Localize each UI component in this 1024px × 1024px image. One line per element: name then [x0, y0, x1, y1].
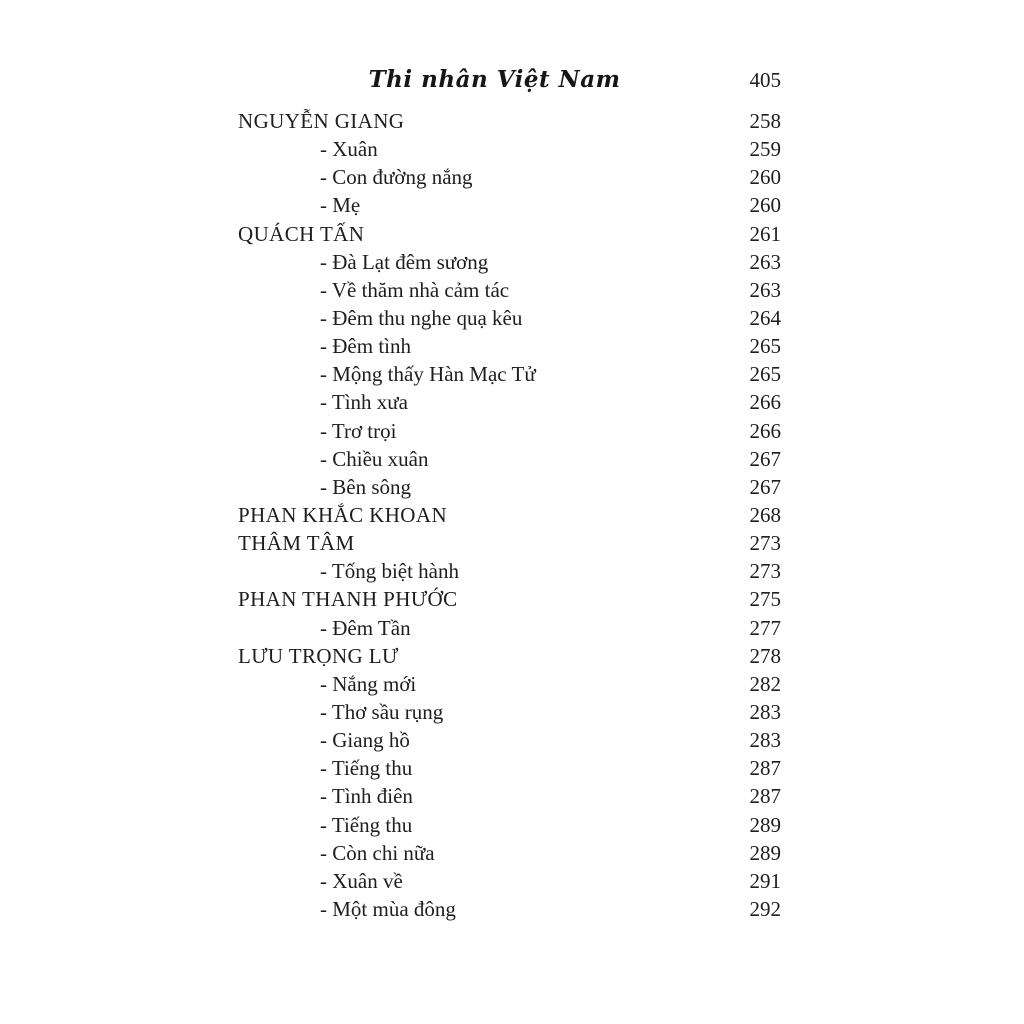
toc-entry-page: 266 [749, 390, 781, 415]
toc-poem-row [238, 782, 781, 810]
toc-entry-label: QUÁCH TẤN [238, 221, 365, 246]
toc-author-row [238, 585, 781, 613]
toc-entry-page: 287 [749, 784, 781, 809]
toc-poem-row [238, 388, 781, 416]
toc-entry-page: 263 [749, 277, 781, 302]
toc-entry-page: 265 [749, 362, 781, 387]
page-header [238, 66, 781, 100]
toc-entry-label: - Tống biệt hành [320, 559, 460, 584]
toc-entry-page: 268 [749, 502, 781, 527]
toc-entry-page: 278 [749, 643, 781, 668]
toc-entry-label: PHAN KHẮC KHOAN [238, 502, 448, 527]
toc-entry-label: - Con đường nắng [320, 165, 473, 190]
toc-entry-label: - Tình điên [320, 784, 413, 809]
toc-entry-label: - Một mùa đông [320, 896, 456, 921]
toc-author-row [238, 642, 781, 670]
toc-entry-label: LƯU TRỌNG LƯ [238, 643, 399, 668]
toc-poem-row [238, 276, 781, 304]
folio-page-number: 405 [749, 68, 781, 92]
toc-poem-row [238, 557, 781, 585]
toc-entry-page: 267 [749, 474, 781, 499]
toc-poem-row [238, 163, 781, 191]
toc-entry-page: 289 [749, 840, 781, 865]
toc-poem-row [238, 417, 781, 445]
toc-entry-label: - Bên sông [320, 474, 411, 499]
toc-entry-label: - Còn chi nữa [320, 840, 435, 865]
toc-entry-page: 261 [749, 221, 781, 246]
toc-entry-label: - Mộng thấy Hàn Mạc Tử [320, 362, 536, 387]
toc-entry-page: 273 [749, 531, 781, 556]
toc-poem-row [238, 445, 781, 473]
toc-author-row [238, 220, 781, 248]
toc-poem-row [238, 754, 781, 782]
toc-entry-page: 273 [749, 559, 781, 584]
toc-entry-label: - Thơ sầu rụng [320, 699, 444, 724]
toc-entry-page: 264 [749, 305, 781, 330]
toc-entry-label: - Xuân về [320, 868, 403, 893]
toc-entry-page: 260 [749, 193, 781, 218]
toc-poem-row [238, 726, 781, 754]
toc-entry-page: 266 [749, 418, 781, 443]
toc-author-row [238, 107, 781, 135]
toc-entry-label: - Tiếng thu [320, 812, 413, 837]
toc-poem-row [238, 670, 781, 698]
toc-entry-label: PHAN THANH PHƯỚC [238, 587, 458, 612]
toc-poem-row [238, 473, 781, 501]
toc-poem-row [238, 867, 781, 895]
toc-entry-label: - Nắng mới [320, 671, 417, 696]
running-title: Thi nhân Việt Nam [368, 66, 621, 93]
toc-poem-row [238, 248, 781, 276]
toc-entry-label: - Đêm Tần [320, 615, 411, 640]
toc-entry-label: - Đêm tình [320, 334, 411, 359]
toc-entry-label: - Giang hồ [320, 728, 410, 753]
table-of-contents [238, 107, 781, 923]
toc-entry-page: 282 [749, 671, 781, 696]
toc-entry-page: 283 [749, 728, 781, 753]
toc-entry-label: - Xuân [320, 137, 378, 162]
toc-entry-label: - Mẹ [320, 193, 361, 218]
toc-entry-label: - Đà Lạt đêm sương [320, 249, 489, 274]
toc-entry-label: - Về thăm nhà cảm tác [320, 277, 510, 302]
toc-entry-label: NGUYỄN GIANG [238, 109, 405, 133]
toc-entry-page: 277 [749, 615, 781, 640]
toc-entry-page: 265 [749, 334, 781, 359]
toc-poem-row [238, 895, 781, 923]
toc-entry-label: - Trơ trọi [320, 418, 397, 443]
toc-entry-page: 283 [749, 699, 781, 724]
toc-entry-label: - Tiếng thu [320, 756, 413, 781]
toc-poem-row [238, 811, 781, 839]
toc-entry-page: 291 [749, 868, 781, 893]
toc-poem-row [238, 839, 781, 867]
toc-poem-row [238, 360, 781, 388]
toc-entry-page: 275 [749, 587, 781, 612]
toc-author-row [238, 501, 781, 529]
toc-entry-page: 263 [749, 249, 781, 274]
toc-poem-row [238, 614, 781, 642]
toc-entry-page: 292 [749, 896, 781, 921]
toc-poem-row [238, 135, 781, 163]
toc-poem-row [238, 304, 781, 332]
toc-poem-row [238, 191, 781, 219]
toc-entry-page: 267 [749, 446, 781, 471]
toc-entry-label: - Đêm thu nghe quạ kêu [320, 305, 523, 330]
toc-poem-row [238, 698, 781, 726]
toc-entry-page: 258 [749, 109, 781, 133]
toc-entry-page: 287 [749, 756, 781, 781]
toc-author-row [238, 529, 781, 557]
toc-entry-label: THÂM TÂM [238, 531, 355, 556]
toc-entry-page: 259 [749, 137, 781, 162]
toc-entry-label: - Tình xưa [320, 390, 408, 415]
toc-entry-page: 260 [749, 165, 781, 190]
toc-entry-label: - Chiều xuân [320, 446, 429, 471]
toc-poem-row [238, 332, 781, 360]
toc-entry-page: 289 [749, 812, 781, 837]
